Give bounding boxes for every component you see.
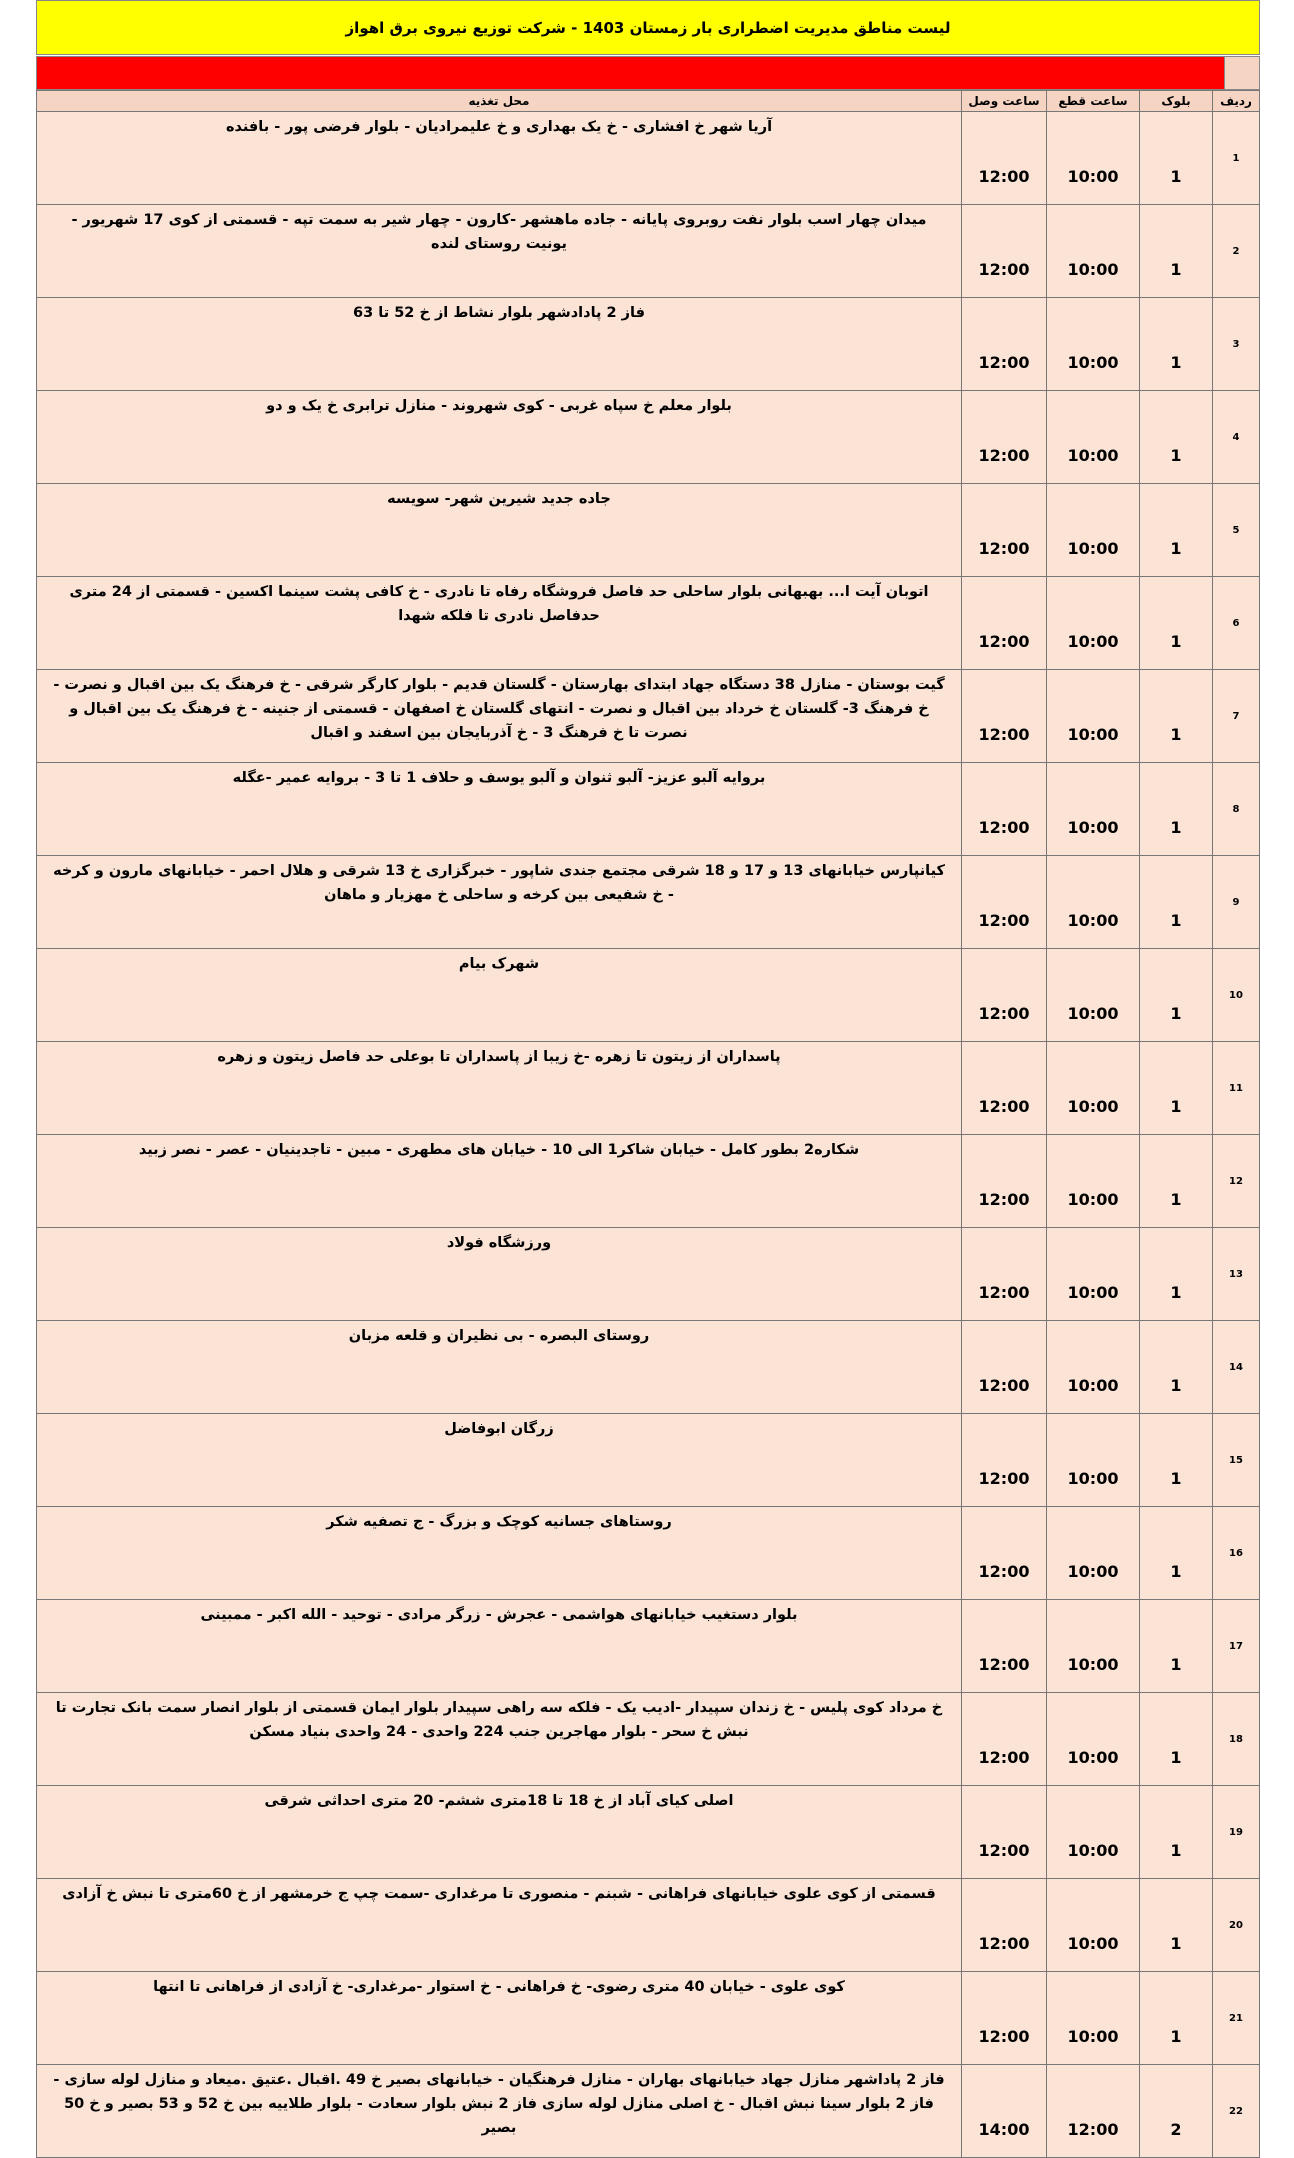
cut-time-cell: 10:00: [1047, 763, 1140, 856]
block-cell: 1: [1140, 1042, 1213, 1135]
header-band: [36, 56, 1260, 90]
connect-time-cell: 12:00: [962, 1786, 1047, 1879]
table-row: [37, 391, 1260, 484]
block-cell: 1: [1140, 1600, 1213, 1693]
location-cell: قسمتی از کوی علوی خیابانهای فراهانی - شبنم - منصوری تا مرغداری -سمت چپ ج خرمشهر از خ 60متری تا نبش خ آزادی: [37, 1879, 962, 1972]
connect-time-cell: 12:00: [962, 298, 1047, 391]
connect-time-cell: 12:00: [962, 1414, 1047, 1507]
row-number-cell: 2: [1213, 205, 1260, 298]
connect-time-cell: 12:00: [962, 670, 1047, 763]
location-cell: جاده جدید شیرین شهر- سویسه: [37, 484, 962, 577]
connect-time-cell: 12:00: [962, 1228, 1047, 1321]
table-row: [37, 1507, 1260, 1600]
connect-time-cell: 12:00: [962, 856, 1047, 949]
connect-time-cell: 12:00: [962, 1693, 1047, 1786]
row-number-cell: 18: [1213, 1693, 1260, 1786]
connect-time-cell: 12:00: [962, 1972, 1047, 2065]
cut-time-cell: 10:00: [1047, 1321, 1140, 1414]
table-row: [37, 577, 1260, 670]
cut-time-cell: 10:00: [1047, 577, 1140, 670]
row-number-cell: 13: [1213, 1228, 1260, 1321]
cut-time-cell: 10:00: [1047, 670, 1140, 763]
row-number-cell: 16: [1213, 1507, 1260, 1600]
block-cell: 1: [1140, 1972, 1213, 2065]
block-cell: 1: [1140, 1507, 1213, 1600]
table-row: [37, 1414, 1260, 1507]
cut-time-cell: 10:00: [1047, 1600, 1140, 1693]
table-row: [37, 1042, 1260, 1135]
location-cell: اتوبان آیت ا... بهبهانی بلوار ساحلی حد فاصل فروشگاه رفاه تا نادری - خ کافی پشت سینما اکسین - قسمتی از 24 متری حدفاصل نادری تا فلکه شهدا: [37, 577, 962, 670]
connect-time-cell: 12:00: [962, 391, 1047, 484]
block-cell: 1: [1140, 856, 1213, 949]
location-cell: فاز 2 پاداشهر منازل جهاد خیابانهای بهاران - منازل فرهنگیان - خیابانهای بصیر خ 49 .اقبال .عتیق .میعاد و منازل لوله سازی - فاز 2 بلوار سینا نبش اقبال - خ اصلی منازل لوله سازی فاز 2 نبش بلوار سعادت - بلوار طلاییه بین خ 52 و 53 بصیر و خ 50 بصیر: [37, 2065, 962, 2158]
location-cell: پاسداران از زیتون تا زهره -خ زیبا از پاسداران تا بوعلی حد فاصل زیتون و زهره: [37, 1042, 962, 1135]
cut-time-cell: 10:00: [1047, 1786, 1140, 1879]
table-row: [37, 2065, 1260, 2158]
block-cell: 1: [1140, 1879, 1213, 1972]
block-cell: 1: [1140, 1693, 1213, 1786]
location-cell: خ مرداد کوی پلیس - خ زندان سپیدار -ادیب یک - فلکه سه راهی سپیدار بلوار ایمان قسمتی از بلوار انصار سمت بانک تجارت تا نبش خ سحر - بلوار مهاجرین جنب 224 واحدی - 24 واحدی بنیاد مسکن: [37, 1693, 962, 1786]
connect-time-cell: 12:00: [962, 577, 1047, 670]
table-row: [37, 1600, 1260, 1693]
table-row: [37, 484, 1260, 577]
page-title: لیست مناطق مدیریت اضطراری بار زمستان 1403 - شرکت توزیع نیروی برق اهواز: [36, 0, 1260, 55]
location-cell: روستاهای جسانیه کوچک و بزرگ - ج تصفیه شکر: [37, 1507, 962, 1600]
block-cell: 1: [1140, 1786, 1213, 1879]
connect-time-cell: 12:00: [962, 949, 1047, 1042]
location-cell: زرگان ابوفاضل: [37, 1414, 962, 1507]
row-number-cell: 21: [1213, 1972, 1260, 2065]
table-row: [37, 1693, 1260, 1786]
block-cell: 1: [1140, 205, 1213, 298]
row-number-cell: 4: [1213, 391, 1260, 484]
row-number-cell: 7: [1213, 670, 1260, 763]
connect-time-cell: 12:00: [962, 763, 1047, 856]
row-number-cell: 12: [1213, 1135, 1260, 1228]
block-cell: 1: [1140, 763, 1213, 856]
row-number-cell: 3: [1213, 298, 1260, 391]
connect-time-cell: 12:00: [962, 1879, 1047, 1972]
connect-time-cell: 12:00: [962, 1507, 1047, 1600]
cut-time-cell: 10:00: [1047, 1693, 1140, 1786]
cut-time-cell: 10:00: [1047, 1135, 1140, 1228]
connect-time-cell: 12:00: [962, 1600, 1047, 1693]
block-cell: 1: [1140, 391, 1213, 484]
cut-time-cell: 10:00: [1047, 856, 1140, 949]
location-cell: بروایه آلبو عزیز- آلبو ثنوان و آلبو یوسف و حلاف 1 تا 3 - بروایه عمیر -عگله: [37, 763, 962, 856]
table-header-row: [37, 91, 1260, 112]
location-cell: فاز 2 پادادشهر بلوار نشاط از خ 52 تا 63: [37, 298, 962, 391]
connect-time-cell: 12:00: [962, 205, 1047, 298]
table-row: [37, 205, 1260, 298]
table-row: [37, 1972, 1260, 2065]
cut-time-cell: 12:00: [1047, 2065, 1140, 2158]
row-number-cell: 22: [1213, 2065, 1260, 2158]
location-cell: بلوار دستغیب خیابانهای هواشمی - عجرش - زرگر مرادی - توحید - الله اکبر - ممبینی: [37, 1600, 962, 1693]
block-cell: 1: [1140, 1135, 1213, 1228]
block-cell: 1: [1140, 670, 1213, 763]
table-row: [37, 856, 1260, 949]
location-cell: گیت بوستان - منازل 38 دستگاه جهاد ابتدای بهارستان - گلستان قدیم - بلوار کارگر شرقی - خ فرهنگ یک بین اقبال و نصرت - خ فرهنگ 3- گلستان خ خرداد بین اقبال و نصرت - انتهای گلستان خ اصفهان - قسمتی از جنینه - خ فرهنگ یک بین اقبال و نصرت تا خ فرهنگ 3 - خ آذربایجان بین اسفند و اقبال: [37, 670, 962, 763]
cut-time-cell: 10:00: [1047, 1228, 1140, 1321]
location-cell: کوی علوی - خیابان 40 متری رضوی- خ فراهانی - خ استوار -مرغداری- خ آزادی از فراهانی تا انتها: [37, 1972, 962, 2065]
block-cell: 1: [1140, 112, 1213, 205]
cut-time-cell: 10:00: [1047, 1972, 1140, 2065]
col-header-row-number: ردیف: [1213, 91, 1260, 112]
table-row: [37, 1786, 1260, 1879]
cut-time-cell: 10:00: [1047, 949, 1140, 1042]
cut-time-cell: 10:00: [1047, 1879, 1140, 1972]
block-cell: 1: [1140, 1228, 1213, 1321]
table-row: [37, 1228, 1260, 1321]
row-number-cell: 17: [1213, 1600, 1260, 1693]
cut-time-cell: 10:00: [1047, 1042, 1140, 1135]
row-number-cell: 9: [1213, 856, 1260, 949]
cut-time-cell: 10:00: [1047, 298, 1140, 391]
table-row: [37, 949, 1260, 1042]
connect-time-cell: 14:00: [962, 2065, 1047, 2158]
connect-time-cell: 12:00: [962, 1042, 1047, 1135]
location-cell: ورزشگاه فولاد: [37, 1228, 962, 1321]
table-row: [37, 1321, 1260, 1414]
cut-time-cell: 10:00: [1047, 1414, 1140, 1507]
location-cell: میدان چهار اسب بلوار نفت روبروی پایانه - جاده ماهشهر -کارون - چهار شیر به سمت تپه - قسمتی از کوی 17 شهریور - یونیت روستای لنده: [37, 205, 962, 298]
table-body: [37, 112, 1260, 2158]
row-number-cell: 5: [1213, 484, 1260, 577]
block-cell: 1: [1140, 577, 1213, 670]
col-header-location: محل تغذیه: [37, 91, 962, 112]
location-cell: شهرک بیام: [37, 949, 962, 1042]
table-row: [37, 298, 1260, 391]
outage-table: [36, 90, 1260, 2158]
col-header-connect-time: ساعت وصل: [962, 91, 1047, 112]
row-number-cell: 15: [1213, 1414, 1260, 1507]
table-row: [37, 670, 1260, 763]
col-header-cut-time: ساعت قطع: [1047, 91, 1140, 112]
location-cell: اصلی کیای آباد از خ 18 تا 18متری ششم- 20 متری احداثی شرقی: [37, 1786, 962, 1879]
header-band-corner: [1224, 57, 1259, 89]
row-number-cell: 8: [1213, 763, 1260, 856]
location-cell: روستای البصره - بی نظیران و قلعه مزبان: [37, 1321, 962, 1414]
table-row: [37, 112, 1260, 205]
table-row: [37, 1135, 1260, 1228]
block-cell: 1: [1140, 1414, 1213, 1507]
col-header-block: بلوک: [1140, 91, 1213, 112]
row-number-cell: 14: [1213, 1321, 1260, 1414]
connect-time-cell: 12:00: [962, 112, 1047, 205]
block-cell: 1: [1140, 484, 1213, 577]
cut-time-cell: 10:00: [1047, 391, 1140, 484]
block-cell: 1: [1140, 949, 1213, 1042]
row-number-cell: 6: [1213, 577, 1260, 670]
connect-time-cell: 12:00: [962, 1321, 1047, 1414]
table-row: [37, 763, 1260, 856]
row-number-cell: 11: [1213, 1042, 1260, 1135]
row-number-cell: 19: [1213, 1786, 1260, 1879]
location-cell: آریا شهر خ افشاری - خ یک بهداری و خ علیمرادیان - بلوار فرضی پور - بافنده: [37, 112, 962, 205]
cut-time-cell: 10:00: [1047, 1507, 1140, 1600]
row-number-cell: 10: [1213, 949, 1260, 1042]
block-cell: 2: [1140, 2065, 1213, 2158]
table-row: [37, 1879, 1260, 1972]
connect-time-cell: 12:00: [962, 484, 1047, 577]
cut-time-cell: 10:00: [1047, 112, 1140, 205]
cut-time-cell: 10:00: [1047, 205, 1140, 298]
location-cell: بلوار معلم خ سپاه غربی - کوی شهروند - منازل ترابری خ یک و دو: [37, 391, 962, 484]
cut-time-cell: 10:00: [1047, 484, 1140, 577]
block-cell: 1: [1140, 1321, 1213, 1414]
row-number-cell: 20: [1213, 1879, 1260, 1972]
connect-time-cell: 12:00: [962, 1135, 1047, 1228]
row-number-cell: 1: [1213, 112, 1260, 205]
block-cell: 1: [1140, 298, 1213, 391]
location-cell: کیانپارس خیابانهای 13 و 17 و 18 شرقی مجتمع جندی شاپور - خبرگزاری خ 13 شرقی و هلال احمر - خیابانهای مارون و کرخه - خ شفیعی بین کرخه و ساحلی خ مهزیار و ماهان: [37, 856, 962, 949]
location-cell: شکاره2 بطور کامل - خیابان شاکر1 الی 10 - خیابان های مطهری - مبین - تاجدینیان - عصر - نصر زبید: [37, 1135, 962, 1228]
